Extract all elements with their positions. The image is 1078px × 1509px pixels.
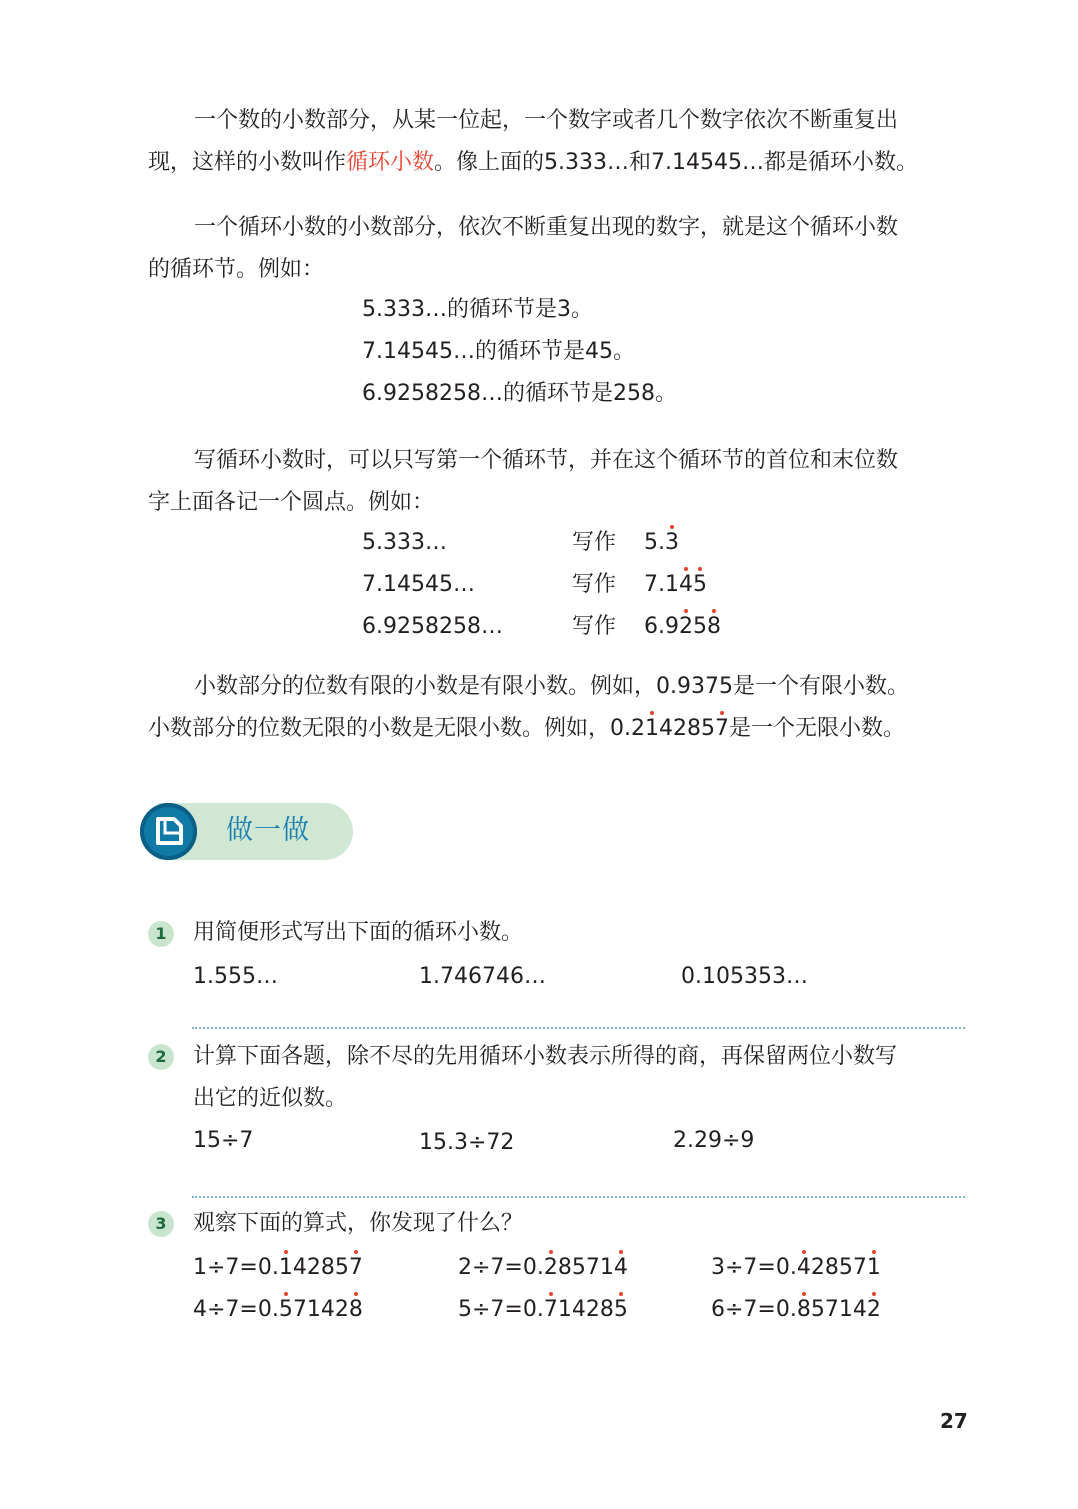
text-fragment: 4285 <box>659 716 715 741</box>
original-decimal: 7.14545… <box>362 572 475 597</box>
text-fragment: 3÷7=0. <box>711 1255 797 1280</box>
exercise-number-badge: 3 <box>148 1211 174 1237</box>
exercise-number-badge: 2 <box>148 1044 174 1070</box>
exercise-question: 观察下面的算式，你发现了什么？ <box>193 1211 524 1236</box>
exercise-square-icon <box>140 803 197 860</box>
dotted-digit: 1 <box>867 1247 881 1289</box>
division-equation <box>193 1289 363 1331</box>
exercise-item: 1.746746… <box>419 964 546 989</box>
text-fragment: 小数部分的位数无限的小数是无限小数。例如，0.2 <box>148 716 645 741</box>
digits: 6.9 <box>644 614 679 639</box>
page-number: 27 <box>940 1409 968 1433</box>
exercise-item: 1.555… <box>193 964 278 989</box>
dotted-digit: 8 <box>707 606 721 648</box>
cycle-example: 6.9258258…的循环节是258。 <box>362 381 677 406</box>
paragraph-line <box>148 708 978 750</box>
exercise-item: 2.29÷9 <box>673 1128 755 1153</box>
division-equation <box>458 1289 628 1331</box>
paragraph-line: 写循环小数时，可以只写第一个循环节，并在这个循环节的首位和末位数 <box>194 448 899 473</box>
digits: 5 <box>693 614 707 639</box>
exercise-question: 计算下面各题，除不尽的先用循环小数表示所得的商，再保留两位小数写 <box>193 1044 898 1069</box>
dotted-digit: 1 <box>279 1247 293 1289</box>
dotted-digit: 1 <box>645 708 659 750</box>
highlight-term: 循环小数 <box>346 150 435 175</box>
text-fragment: 1428 <box>557 1297 614 1322</box>
dotted-decimal <box>644 606 721 648</box>
text-fragment: 是一个无限小数。 <box>729 716 906 741</box>
paragraph-line: 一个循环小数的小数部分，依次不断重复出现的数字，就是这个循环小数 <box>194 215 899 240</box>
exercise-question: 出它的近似数。 <box>193 1086 348 1111</box>
section-title: 做一做 <box>226 815 310 846</box>
dotted-digit: 7 <box>715 708 729 750</box>
paragraph-line: 字上面各记一个圆点。例如： <box>148 490 435 515</box>
text-fragment: 8571 <box>557 1255 614 1280</box>
exercise-item: 15.3÷72 <box>419 1130 515 1155</box>
text-fragment: 1÷7=0. <box>193 1255 279 1280</box>
dotted-digit: 3 <box>665 522 679 564</box>
paragraph-line: 一个数的小数部分，从某一位起，一个数字或者几个数字依次不断重复出 <box>194 108 899 133</box>
text-fragment: 2857 <box>810 1255 867 1280</box>
dotted-digit: 2 <box>679 606 693 648</box>
dotted-decimal <box>644 564 707 606</box>
division-equation <box>458 1247 628 1289</box>
dotted-digit: 2 <box>544 1247 558 1289</box>
dotted-separator <box>192 1027 965 1029</box>
paragraph-definition <box>148 100 978 184</box>
dotted-digit: 5 <box>693 564 707 606</box>
digits: 7.1 <box>644 572 679 597</box>
exercise-item: 0.105353… <box>681 964 808 989</box>
paragraph-notation <box>148 440 978 524</box>
division-equation <box>711 1289 881 1331</box>
dotted-digit: 5 <box>279 1289 293 1331</box>
text-fragment: 5714 <box>810 1297 867 1322</box>
paragraph-finite-infinite <box>148 666 978 750</box>
write-label: 写作 <box>572 572 617 597</box>
dotted-digit: 7 <box>544 1289 558 1331</box>
text-fragment: 现，这样的小数叫作 <box>148 150 347 175</box>
text-fragment: 2÷7=0. <box>458 1255 544 1280</box>
section-banner <box>140 803 353 860</box>
write-label: 写作 <box>572 614 617 639</box>
paragraph-line: 的循环节。例如： <box>148 257 325 282</box>
dotted-digit: 4 <box>679 564 693 606</box>
dotted-digit: 5 <box>614 1289 628 1331</box>
dotted-digit: 2 <box>867 1289 881 1331</box>
division-equation <box>711 1247 881 1289</box>
cycle-example: 7.14545…的循环节是45。 <box>362 339 635 364</box>
write-label: 写作 <box>572 530 617 555</box>
paragraph-cycle-definition <box>148 207 978 291</box>
cycle-example: 5.333…的循环节是3。 <box>362 297 593 322</box>
dotted-separator <box>192 1196 965 1198</box>
text-fragment: 5÷7=0. <box>458 1297 544 1322</box>
dotted-decimal <box>644 522 679 564</box>
paragraph-line: 小数部分的位数有限的小数是有限小数。例如，0.9375是一个有限小数。 <box>194 674 909 699</box>
dotted-digit: 7 <box>349 1247 363 1289</box>
dotted-digit: 8 <box>797 1289 811 1331</box>
dotted-digit: 4 <box>797 1247 811 1289</box>
division-equation <box>193 1247 363 1289</box>
original-decimal: 5.333… <box>362 530 447 555</box>
text-fragment: 6÷7=0. <box>711 1297 797 1322</box>
exercise-number-badge: 1 <box>148 921 174 947</box>
paragraph-line <box>148 142 978 184</box>
exercise-item: 15÷7 <box>193 1128 254 1153</box>
digits: 5. <box>644 530 665 555</box>
text-fragment: 。像上面的5.333…和7.14545…都是循环小数。 <box>434 150 918 175</box>
dotted-digit: 4 <box>614 1247 628 1289</box>
text-fragment: 7142 <box>292 1297 349 1322</box>
text-fragment: 4÷7=0. <box>193 1297 279 1322</box>
text-fragment: 4285 <box>292 1255 349 1280</box>
original-decimal: 6.9258258… <box>362 614 503 639</box>
dotted-digit: 8 <box>349 1289 363 1331</box>
exercise-question: 用简便形式写出下面的循环小数。 <box>193 920 524 945</box>
